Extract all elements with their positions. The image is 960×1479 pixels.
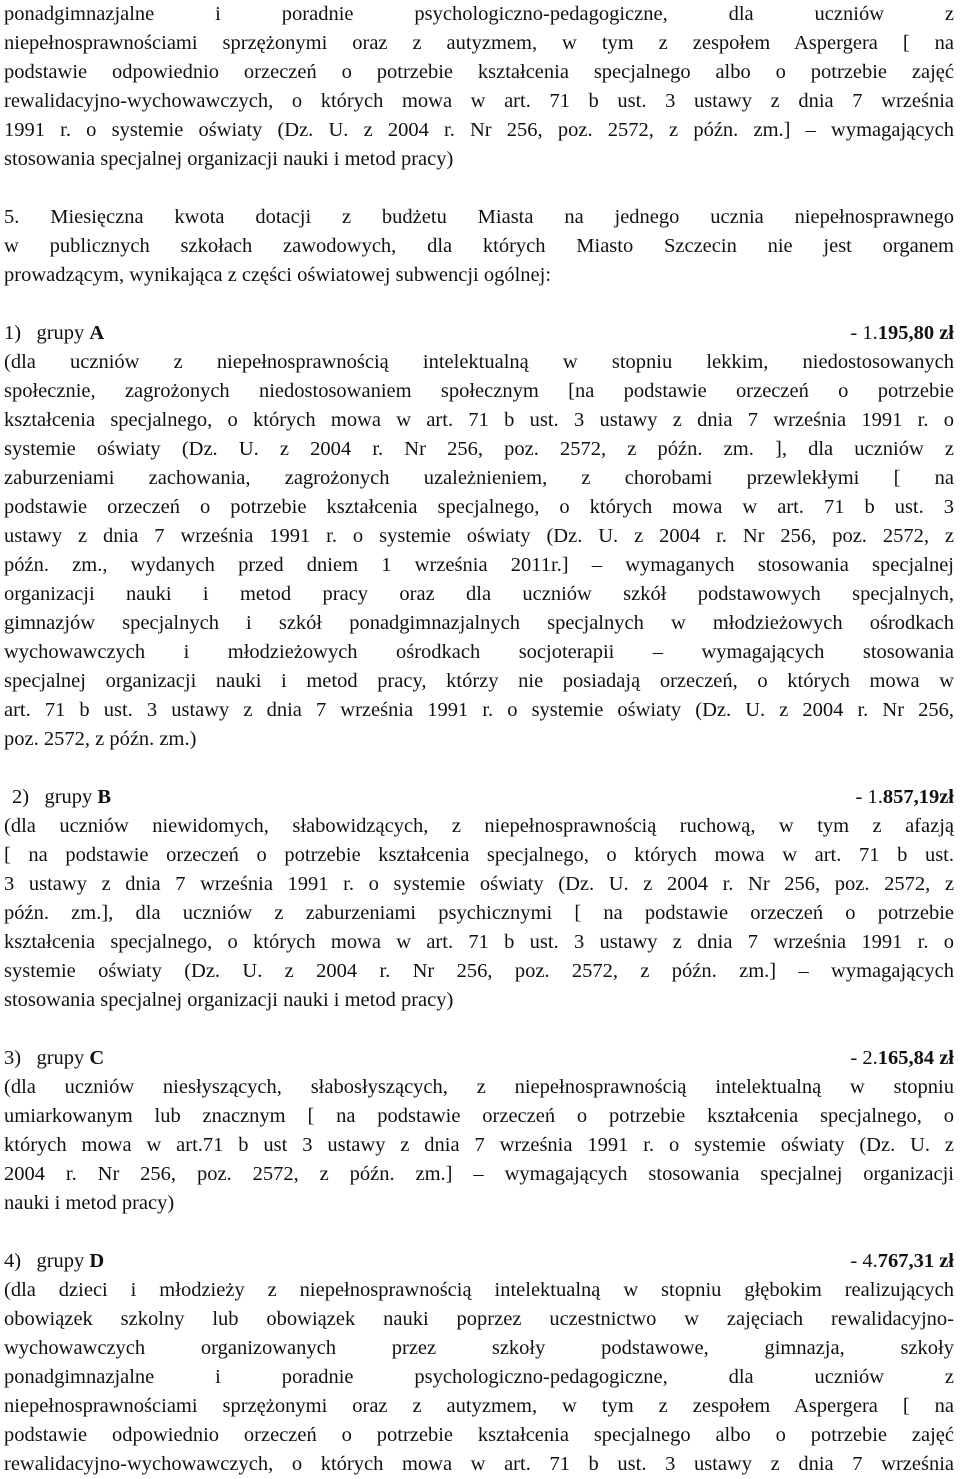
group-letter: D (89, 1250, 105, 1272)
text-line: art. 71 b ust. 3 ustawy z dnia 7 września 1991 r. o systemie oświaty (Dz. U. z 2004 r. Nr 256, (4, 699, 954, 721)
amount-prefix: - 2. (850, 1047, 878, 1069)
text-line: podstawie odpowiednio orzeczeń o potrzebie kształcenia specjalnego albo o potrzebie zajęć (4, 1424, 954, 1446)
group-letter: A (89, 322, 105, 344)
text-line: późn. zm., wydanych przed dniem 1 września 2011r.] – wymaganych stosowania specjalnej (4, 554, 954, 576)
group-d-block (4, 1247, 954, 1479)
text-line: niepełnosprawnościami sprzężonymi oraz z autyzmem, w tym z zespołem Aspergera [ na (4, 32, 954, 54)
text-line: 2004 r. Nr 256, poz. 2572, z późn. zm.] – wymagających stosowania specjalnej organizacji (4, 1163, 954, 1185)
group-label (4, 1044, 104, 1073)
document-page (4, 0, 954, 1479)
group-word: grupy (36, 1047, 85, 1069)
group-description (4, 812, 954, 1015)
text-line: obowiązek szkolny lub obowiązek nauki poprzez uczestnictwo w zajęciach rewalidacyjno- (4, 1308, 954, 1330)
text-line: podstawie odpowiednio orzeczeń o potrzebie kształcenia specjalnego albo o potrzebie zajęć (4, 61, 954, 83)
group-description (4, 1276, 954, 1479)
text-line: systemie oświaty (Dz. U. z 2004 r. Nr 256, poz. 2572, z późn. zm.] – wymagających (4, 960, 954, 982)
section-5-paragraph (4, 203, 954, 290)
text-line: ponadgimnazjalne i poradnie psychologiczno-pedagogiczne, dla uczniów z (4, 3, 954, 25)
group-word: grupy (36, 322, 85, 344)
group-label (4, 319, 104, 348)
group-c-block (4, 1044, 954, 1218)
group-amount (850, 1044, 954, 1073)
group-number: 4) (4, 1250, 22, 1272)
amount-prefix: - 1. (850, 322, 878, 344)
text-line: poz. 2572, z późn. zm.) (4, 728, 197, 750)
text-line: (dla dzieci i młodzieży z niepełnosprawnością intelektualną w stopniu głębokim realizujących (4, 1279, 954, 1301)
text-line: podstawie orzeczeń o potrzebie kształcenia specjalnego, o których mowa w art. 71 b ust. 3 (4, 496, 954, 518)
group-amount (850, 319, 954, 348)
amount-value: 857,19zł (882, 786, 954, 808)
group-b-block (4, 783, 954, 1015)
text-line: umiarkowanym lub znacznym [ na podstawie orzeczeń o potrzebie kształcenia specjalnego, o (4, 1105, 954, 1127)
intro-paragraph (4, 0, 954, 174)
group-a-block (4, 319, 954, 754)
text-line: wychowawczych organizowanych przez szkoły podstawowe, gimnazja, szkoły (4, 1337, 954, 1359)
text-line: społecznie, zagrożonych niedostosowaniem społecznym [na podstawie orzeczeń o potrzebie (4, 380, 954, 402)
text-line: gimnazjów specjalnych i szkół ponadgimnazjalnych specjalnych w młodzieżowych ośrodkach (4, 612, 954, 634)
text-line: prowadzącym, wynikająca z części oświatowej subwencji ogólnej: (4, 264, 552, 286)
amount-value: 195,80 zł (877, 322, 954, 344)
text-line: (dla uczniów niesłyszących, słabosłyszących, z niepełnosprawnością intelektualną w stopniu (4, 1076, 954, 1098)
text-line: nauki i metod pracy) (4, 1192, 175, 1214)
text-line: 1991 r. o systemie oświaty (Dz. U. z 2004 r. Nr 256, poz. 2572, z późn. zm.] – wymagających (4, 119, 954, 141)
text-line: kształcenia specjalnego, o których mowa w art. 71 b ust. 3 ustawy z dnia 7 września 1991 r. o (4, 931, 954, 953)
amount-value: 767,31 zł (877, 1250, 954, 1272)
text-line: systemie oświaty (Dz. U. z 2004 r. Nr 256, poz. 2572, z późn. zm. ], dla uczniów z (4, 438, 954, 460)
text-line: wychowawczych i młodzieżowych ośrodkach socjoterapii – wymagających stosowania (4, 641, 954, 663)
group-amount (850, 1247, 954, 1276)
amount-prefix: - 4. (850, 1250, 878, 1272)
group-heading (4, 1044, 954, 1073)
group-label (12, 783, 111, 812)
text-line: 5. Miesięczna kwota dotacji z budżetu Miasta na jednego ucznia niepełnosprawnego (4, 206, 954, 228)
text-line: w publicznych szkołach zawodowych, dla których Miasto Szczecin nie jest organem (4, 235, 954, 257)
text-line: [ na podstawie orzeczeń o potrzebie kształcenia specjalnego, o których mowa w art. 71 b ust. (4, 844, 954, 866)
text-line: ustawy z dnia 7 września 1991 r. o systemie oświaty (Dz. U. z 2004 r. Nr 256, poz. 2572, z (4, 525, 954, 547)
group-number: 2) (12, 786, 30, 808)
group-word: grupy (36, 1250, 85, 1272)
amount-prefix: - 1. (855, 786, 883, 808)
text-line: specjalnej organizacji nauki i metod pracy, którzy nie posiadają orzeczeń, o których mowa w (4, 670, 954, 692)
group-number: 1) (4, 322, 22, 344)
group-heading (4, 319, 954, 348)
group-description (4, 348, 954, 754)
text-line: (dla uczniów z niepełnosprawnością intelektualną w stopniu lekkim, niedostosowanych (4, 351, 954, 373)
text-line: późn. zm.], dla uczniów z zaburzeniami psychicznymi [ na podstawie orzeczeń o potrzebie (4, 902, 954, 924)
group-amount (856, 783, 955, 812)
group-heading (4, 783, 954, 812)
group-letter: C (89, 1047, 105, 1069)
text-line: organizacji nauki i metod pracy oraz dla uczniów szkół podstawowych specjalnych, (4, 583, 954, 605)
text-line: zaburzeniami zachowania, zagrożonych uzależnieniem, z chorobami przewlekłymi [ na (4, 467, 954, 489)
text-line: rewalidacyjno-wychowawczych, o których mowa w art. 71 b ust. 3 ustawy z dnia 7 września (4, 1453, 954, 1475)
text-line: niepełnosprawnościami sprzężonymi oraz z autyzmem, w tym z zespołem Aspergera [ na (4, 1395, 954, 1417)
text-line: kształcenia specjalnego, o których mowa w art. 71 b ust. 3 ustawy z dnia 7 września 1991 r. o (4, 409, 954, 431)
text-line: rewalidacyjno-wychowawczych, o których mowa w art. 71 b ust. 3 ustawy z dnia 7 września (4, 90, 954, 112)
group-number: 3) (4, 1047, 22, 1069)
amount-value: 165,84 zł (877, 1047, 954, 1069)
text-line: ponadgimnazjalne i poradnie psychologiczno-pedagogiczne, dla uczniów z (4, 1366, 954, 1388)
group-letter: B (97, 786, 112, 808)
group-label (4, 1247, 104, 1276)
text-line: stosowania specjalnej organizacji nauki i metod pracy) (4, 148, 454, 170)
group-word: grupy (44, 786, 93, 808)
group-heading (4, 1247, 954, 1276)
text-line: których mowa w art.71 b ust 3 ustawy z dnia 7 września 1991 r. o systemie oświaty (Dz. U. z (4, 1134, 954, 1156)
text-line: stosowania specjalnej organizacji nauki i metod pracy) (4, 989, 454, 1011)
group-description (4, 1073, 954, 1218)
group-list (4, 319, 954, 1479)
text-line: 3 ustawy z dnia 7 września 1991 r. o systemie oświaty (Dz. U. z 2004 r. Nr 256, poz. 2572, z (4, 873, 954, 895)
text-line: (dla uczniów niewidomych, słabowidzących, z niepełnosprawnością ruchową, w tym z afazją (4, 815, 954, 837)
